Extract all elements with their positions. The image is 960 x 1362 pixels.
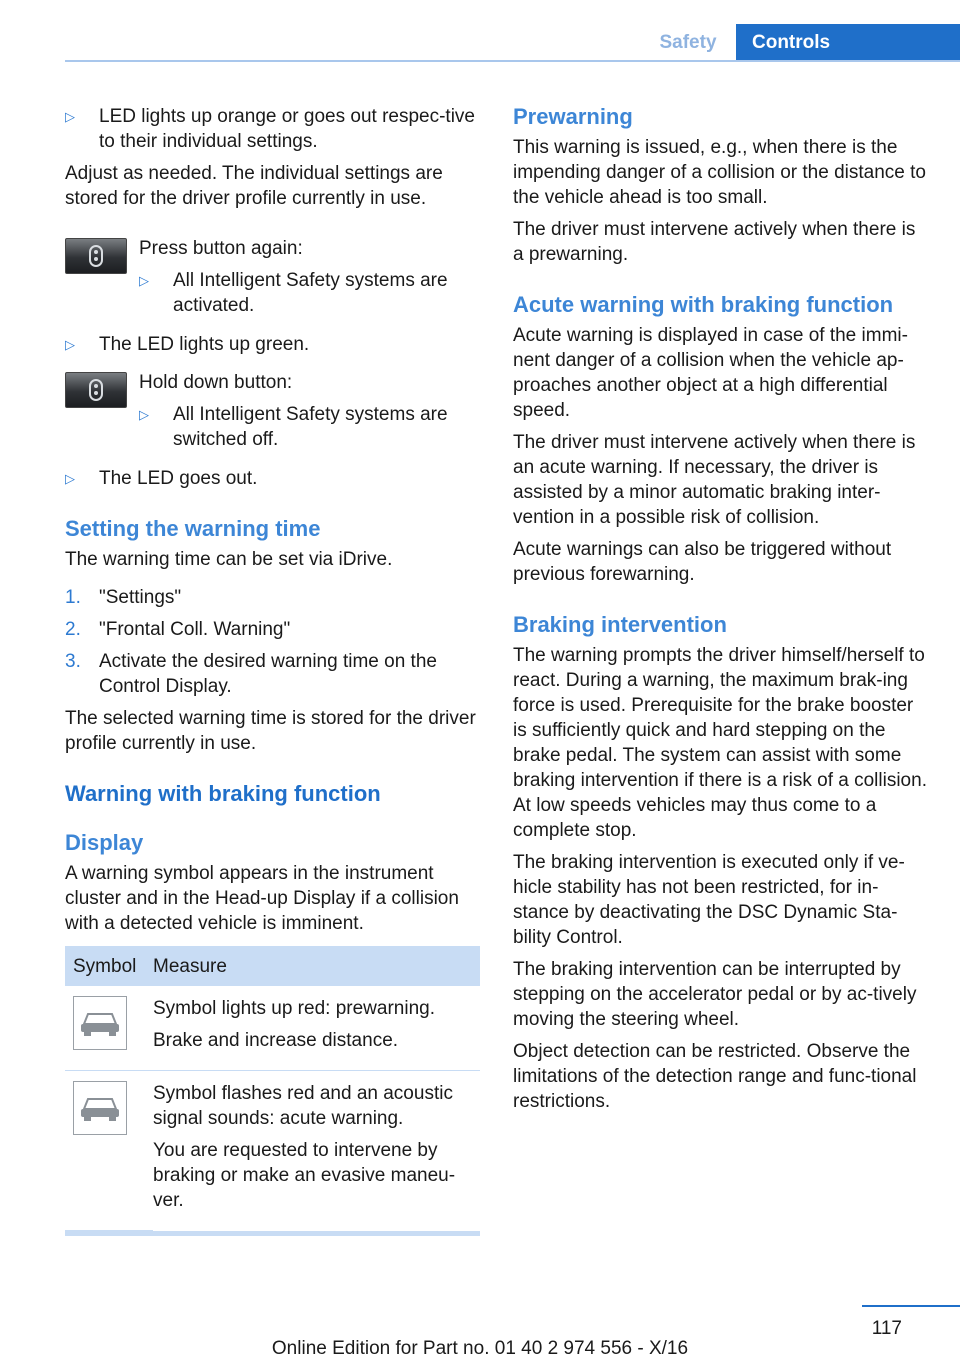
press-again-row: [65, 236, 480, 325]
intervention-paragraph-2: The braking intervention is executed only if ve-hicle stability has not been restricted, for in-stance by deactivating the DSC Dynamic Sta-bility Control.: [513, 852, 905, 948]
bullet-text: The LED lights up green.: [99, 334, 310, 355]
row1-measure-a: Symbol lights up red: prewarning.: [153, 998, 435, 1019]
acute-paragraph-1: Acute warning is displayed in case of the immi-nent danger of a collision when the vehicle ap-proaches another object at a high differential speed.: [513, 325, 908, 421]
table-row: [65, 1071, 480, 1231]
triangle-bullet-icon: ▷: [139, 273, 149, 288]
table-row: [65, 986, 480, 1071]
bullet-item: [65, 104, 480, 154]
triangle-bullet-icon: ▷: [139, 407, 149, 422]
numbered-step: [65, 649, 480, 699]
safety-button-icon: [65, 238, 127, 274]
prewarning-paragraph-1: This warning is issued, e.g., when there is the impending danger of a collision or the distance to the vehicle ahead is too small.: [513, 137, 926, 208]
edition-note: Online Edition for Part no. 01 40 2 974 556 - X/16: [271, 1338, 689, 1359]
safety-button-icon: [65, 372, 127, 408]
car-warning-icon: [73, 996, 127, 1050]
step-number: 3.: [65, 651, 81, 672]
row2-measure-a: Symbol flashes red and an acoustic signal sounds: acute warning.: [153, 1083, 453, 1129]
row2-measure-b: You are requested to intervene by braking or make an evasive maneu-ver.: [153, 1140, 456, 1211]
right-column: [513, 104, 928, 1121]
acute-warning-heading: Acute warning with braking function: [513, 292, 894, 317]
intervention-paragraph-3: The braking intervention can be interrupted by stepping on the accelerator pedal or by ac-tively moving the steering wheel.: [513, 959, 917, 1030]
step-text: "Settings": [99, 587, 182, 608]
bullet-item: [65, 466, 480, 491]
bullet-item: [139, 402, 480, 452]
triangle-bullet-icon: ▷: [65, 109, 75, 124]
triangle-bullet-icon: ▷: [65, 337, 75, 352]
acute-paragraph-2: The driver must intervene actively when there is an acute warning. If necessary, the driver is assisted by a minor automatic braking inter-vention in a possible risk of collision.: [513, 432, 916, 528]
intervention-paragraph-1: The warning prompts the driver himself/herself to react. During a warning, the maximum brak-ing force is used. Prerequisite for the brake booster is sufficiently quick and hard stepping on the brake pedal. The system can assist with some braking intervention if there is a risk of a collision. At low speeds vehicles may thus come to a complete stop.: [513, 645, 927, 841]
bullet-text: All Intelligent Safety systems are activated.: [173, 270, 448, 316]
display-heading: Display: [65, 830, 144, 855]
bullet-text: LED lights up orange or goes out respec-tive to their individual settings.: [99, 106, 475, 152]
row1-measure-b: Brake and increase distance.: [153, 1030, 399, 1051]
footer-rule: [862, 1305, 960, 1307]
symbol-table: [65, 946, 480, 1231]
step-text: Activate the desired warning time on the Control Display.: [99, 651, 437, 697]
bullet-item: [65, 332, 480, 357]
prewarning-heading: Prewarning: [513, 104, 633, 129]
step-number: 1.: [65, 587, 81, 608]
prewarning-paragraph-2: The driver must intervene actively when there is a prewarning.: [513, 219, 916, 265]
header-section-safety: Safety: [659, 32, 717, 53]
left-column: [65, 104, 480, 1236]
bullet-item: [139, 268, 480, 318]
bullet-text: All Intelligent Safety systems are switched off.: [173, 404, 448, 450]
table-bottom-rule: [65, 1231, 480, 1236]
intervention-paragraph-4: Object detection can be restricted. Observe the limitations of the detection range and func-tional restrictions.: [513, 1041, 917, 1112]
page-number: 117: [871, 1318, 902, 1339]
header-chapter-controls: Controls: [736, 24, 960, 62]
setting-paragraph: The warning time can be set via iDrive.: [65, 549, 393, 570]
stored-paragraph: The selected warning time is stored for the driver profile currently in use.: [65, 708, 476, 754]
hold-down-text: Hold down button:: [139, 372, 293, 393]
hold-down-row: [65, 370, 480, 459]
table-header-symbol: Symbol: [65, 946, 153, 986]
braking-intervention-heading: Braking intervention: [513, 612, 727, 637]
numbered-step: [65, 617, 480, 642]
adjust-paragraph: Adjust as needed. The individual settings are stored for the driver profile currently in use.: [65, 163, 443, 209]
numbered-step: [65, 585, 480, 610]
setting-warning-time-heading: Setting the warning time: [65, 516, 321, 541]
step-text: "Frontal Coll. Warning": [99, 619, 291, 640]
table-header-measure: Measure: [153, 946, 480, 986]
step-number: 2.: [65, 619, 81, 640]
bullet-text: The LED goes out.: [99, 468, 258, 489]
header-rule: [65, 60, 960, 62]
acute-paragraph-3: Acute warnings can also be triggered without previous forewarning.: [513, 539, 892, 585]
car-warning-icon: [73, 1081, 127, 1135]
triangle-bullet-icon: ▷: [65, 471, 75, 486]
warning-braking-heading: Warning with braking function: [65, 781, 381, 806]
display-paragraph: A warning symbol appears in the instrument cluster and in the Head-up Display if a collision with a detected vehicle is imminent.: [65, 863, 459, 934]
press-again-text: Press button again:: [139, 238, 303, 259]
